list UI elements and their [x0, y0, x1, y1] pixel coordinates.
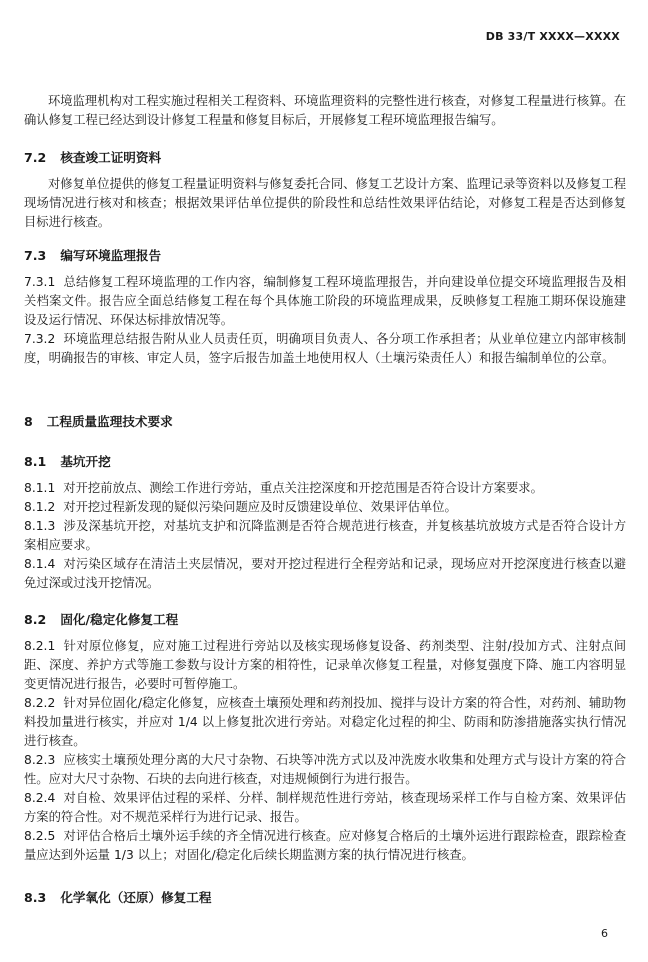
standard-identifier: DB 33/T XXXX—XXXX — [485, 30, 620, 43]
section-title: 固化/稳定化修复工程 — [60, 612, 179, 627]
clause-text: 应核实土壤预处理分离的大尺寸杂物、石块等冲洗方式以及冲洗废水收集和处理方式与设计方案的符合性。应对大尺寸杂物、石块的去向进行核查，对违规倾倒行为进行报告。 — [24, 753, 626, 786]
clause-item — [24, 517, 626, 555]
clause-text: 针对原位修复，应对施工过程进行旁站以及核实现场修复设备、药剂类型、注射/投加方式、注射点间距、深度、养护方式等施工参数与设计方案的相符性，记录单次修复工程量，对修复强度下降、施工内容明显变更情况进行报告，必要时可暂停施工。 — [24, 639, 626, 691]
section-7-3 — [24, 246, 626, 368]
clause-number: 8.2.3 — [24, 753, 56, 767]
clause-text: 对自检、效果评估过程的采样、分样、制样规范性进行旁站，核查现场采样工作与自检方案、效果评估方案的符合性。对不规范采样行为进行记录、报告。 — [24, 791, 626, 824]
clause-item — [24, 273, 626, 330]
clause-number: 8.1.1 — [24, 481, 56, 495]
clause-number: 8.1.4 — [24, 557, 56, 571]
section-title: 基坑开挖 — [60, 454, 111, 469]
clause-item — [24, 694, 626, 751]
clause-text: 涉及深基坑开挖，对基坑支护和沉降监测是否符合规范进行核查，并复核基坑放坡方式是否符合设计方案相应要求。 — [24, 519, 626, 552]
clause-text: 总结修复工程环境监理的工作内容，编制修复工程环境监理报告，并向建设单位提交环境监理报告及相关档案文件。报告应全面总结修复工程在每个具体施工阶段的环境监理成果，反映修复工程施工期环保设施建设及运行情况、环保达标排放情况等。 — [24, 275, 626, 327]
clause-number: 8.2.5 — [24, 829, 56, 843]
clause-item — [24, 751, 626, 789]
clause-text: 对污染区域存在清洁土夹层情况，要对开挖过程进行全程旁站和记录，现场应对开挖深度进行核查以避免过深或过浅开挖情况。 — [24, 557, 626, 590]
intro-paragraph: 环境监理机构对工程实施过程相关工程资料、环境监理资料的完整性进行核查，对修复工程量进行核算。在确认修复工程已经达到设计修复工程量和修复目标后，开展修复工程环境监理报告编写。 — [24, 94, 626, 127]
clause-number: 7.3.2 — [24, 332, 56, 346]
chapter-heading — [24, 412, 626, 431]
section-number: 8.3 — [24, 890, 47, 905]
clause-text: 针对异位固化/稳定化修复，应核查土壤预处理和药剂投加、搅拌与设计方案的符合性，对药剂、辅助物料投加量进行核实，并应对 1/4 以上修复批次进行旁站。对稳定化过程的抑尘、防雨和防渗措施落实执行情况进行核查。 — [24, 696, 626, 748]
section-8-1 — [24, 452, 626, 593]
chapter-number: 8 — [24, 414, 33, 429]
page-number: 6 — [601, 927, 608, 940]
clause-item — [24, 637, 626, 694]
clause-item — [24, 555, 626, 593]
section-7-2 — [24, 148, 626, 232]
section-heading — [24, 610, 626, 629]
section-number: 8.2 — [24, 612, 47, 627]
clause-item — [24, 330, 626, 368]
clause-item — [24, 827, 626, 865]
clause-text: 对开挖过程新发现的疑似污染问题应及时反馈建设单位、效果评估单位。 — [63, 500, 457, 514]
clause-number: 8.2.4 — [24, 791, 56, 805]
section-number: 7.3 — [24, 248, 47, 263]
section-heading — [24, 888, 626, 907]
clause-number: 7.3.1 — [24, 275, 56, 289]
clause-text: 对开挖前放点、测绘工作进行旁站，重点关注挖深度和开挖范围是否符合设计方案要求。 — [63, 481, 543, 495]
section-title: 编写环境监理报告 — [60, 248, 162, 263]
section-heading — [24, 452, 626, 471]
clause-text: 对评估合格后土壤外运手续的齐全情况进行核查。应对修复合格后的土壤外运进行跟踪检查，跟踪检查量应达到外运量 1/3 以上；对固化/稳定化后续长期监测方案的执行情况进行核查。 — [24, 829, 626, 862]
section-heading — [24, 148, 626, 167]
clause-item — [24, 479, 626, 498]
chapter-title: 工程质量监理技术要求 — [46, 414, 173, 429]
intro-section — [24, 92, 626, 130]
clause-number: 8.2.2 — [24, 696, 56, 710]
section-title: 化学氧化（还原）修复工程 — [60, 890, 212, 905]
section-8-3 — [24, 888, 626, 907]
section-number: 7.2 — [24, 150, 47, 165]
section-title: 核查竣工证明资料 — [60, 150, 162, 165]
clause-number: 8.1.3 — [24, 519, 56, 533]
clause-number: 8.2.1 — [24, 639, 56, 653]
section-body: 对修复单位提供的修复工程量证明资料与修复委托合同、修复工艺设计方案、监理记录等资料以及修复工程现场情况进行核对和核查；根据效果评估单位提供的阶段性和总结性效果评估结论，对修复工程是否达到修复目标进行核查。 — [24, 177, 626, 229]
chapter-8 — [24, 412, 626, 431]
clause-text: 环境监理总结报告附从业人员责任页，明确项目负责人、各分项工作承担者；从业单位建立内部审核制度，明确报告的审核、审定人员，签字后报告加盖土地使用权人（土壤污染责任人）和报告编制单位的公章。 — [24, 332, 626, 365]
section-heading — [24, 246, 626, 265]
clause-item — [24, 498, 626, 517]
clause-item — [24, 789, 626, 827]
section-number: 8.1 — [24, 454, 47, 469]
clause-number: 8.1.2 — [24, 500, 56, 514]
section-8-2 — [24, 610, 626, 865]
